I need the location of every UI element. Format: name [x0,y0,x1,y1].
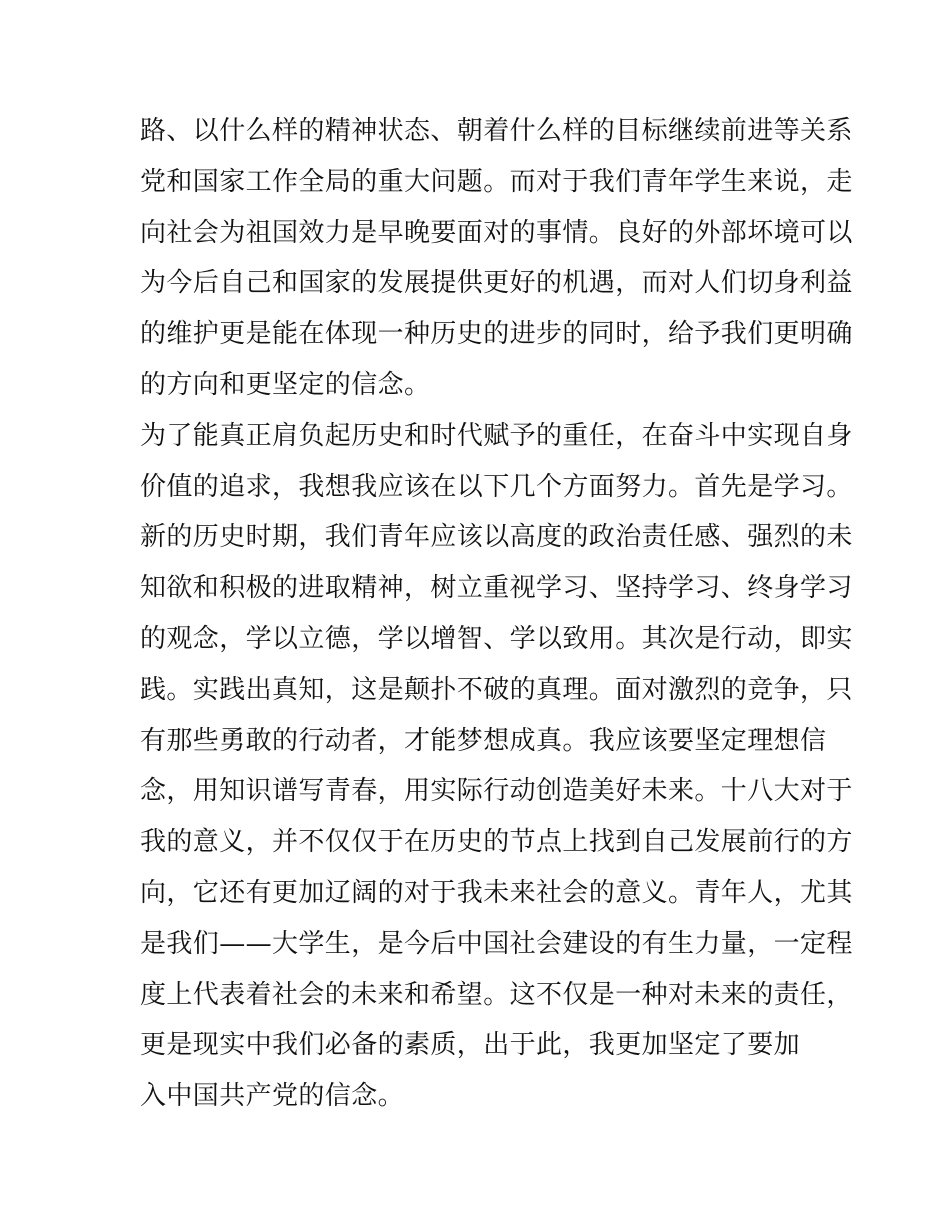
body-text [140,106,853,1122]
text-line: 价值的追求，我想我应该在以下几个方面努力。首先是学习。 [140,471,853,502]
text-line: 向，它还有更加辽阔的对于我未来社会的意义。青年人，尤其 [140,877,853,908]
text-line: 是我们——大学生，是今后中国社会建设的有生力量，一定程 [140,928,853,959]
text-line: 为今后自己和国家的发展提供更好的机遇，而对人们切身利益 [140,268,853,299]
text-line: 念，用知识谱写青春，用实际行动创造美好未来。十八大对于 [140,776,853,807]
text-line: 入中国共产党的信念。 [140,1081,405,1112]
text-line: 新的历史时期，我们青年应该以高度的政治责任感、强烈的未 [140,522,853,553]
text-line: 的观念，学以立德，学以增智、学以致用。其次是行动，即实 [140,623,853,654]
text-line: 的维护更是能在体现一种历史的进步的同时，给予我们更明确 [140,319,853,350]
text-line: 路、以什么样的精神状态、朝着什么样的目标继续前进等关系 [140,116,853,146]
text-line: 更是现实中我们必备的素质，出于此，我更加坚定了要加 [140,1030,801,1061]
text-line: 度上代表着社会的未来和希望。这不仅是一种对未来的责任， [140,979,853,1010]
text-line: 党和国家工作全局的重大问题。而对于我们青年学生来说，走 [140,166,853,197]
text-line: 知欲和积极的进取精神，树立重视学习、坚持学习、终身学习 [140,573,853,604]
text-line: 践。实践出真知，这是颠扑不破的真理。面对激烈的竞争，只 [140,674,853,705]
text-line: 有那些勇敢的行动者，才能梦想成真。我应该要坚定理想信 [140,725,827,756]
text-line: 我的意义，并不仅仅于在历史的节点上找到自己发展前行的方 [140,827,853,858]
text-line: 向社会为祖国效力是早晚要面对的事情。良好的外部坏境可以 [140,217,853,248]
text-line: 的方向和更坚定的信念。 [140,369,431,400]
text-line: 为了能真正肩负起历史和时代赋予的重任，在奋斗中实现自身 [140,420,853,451]
